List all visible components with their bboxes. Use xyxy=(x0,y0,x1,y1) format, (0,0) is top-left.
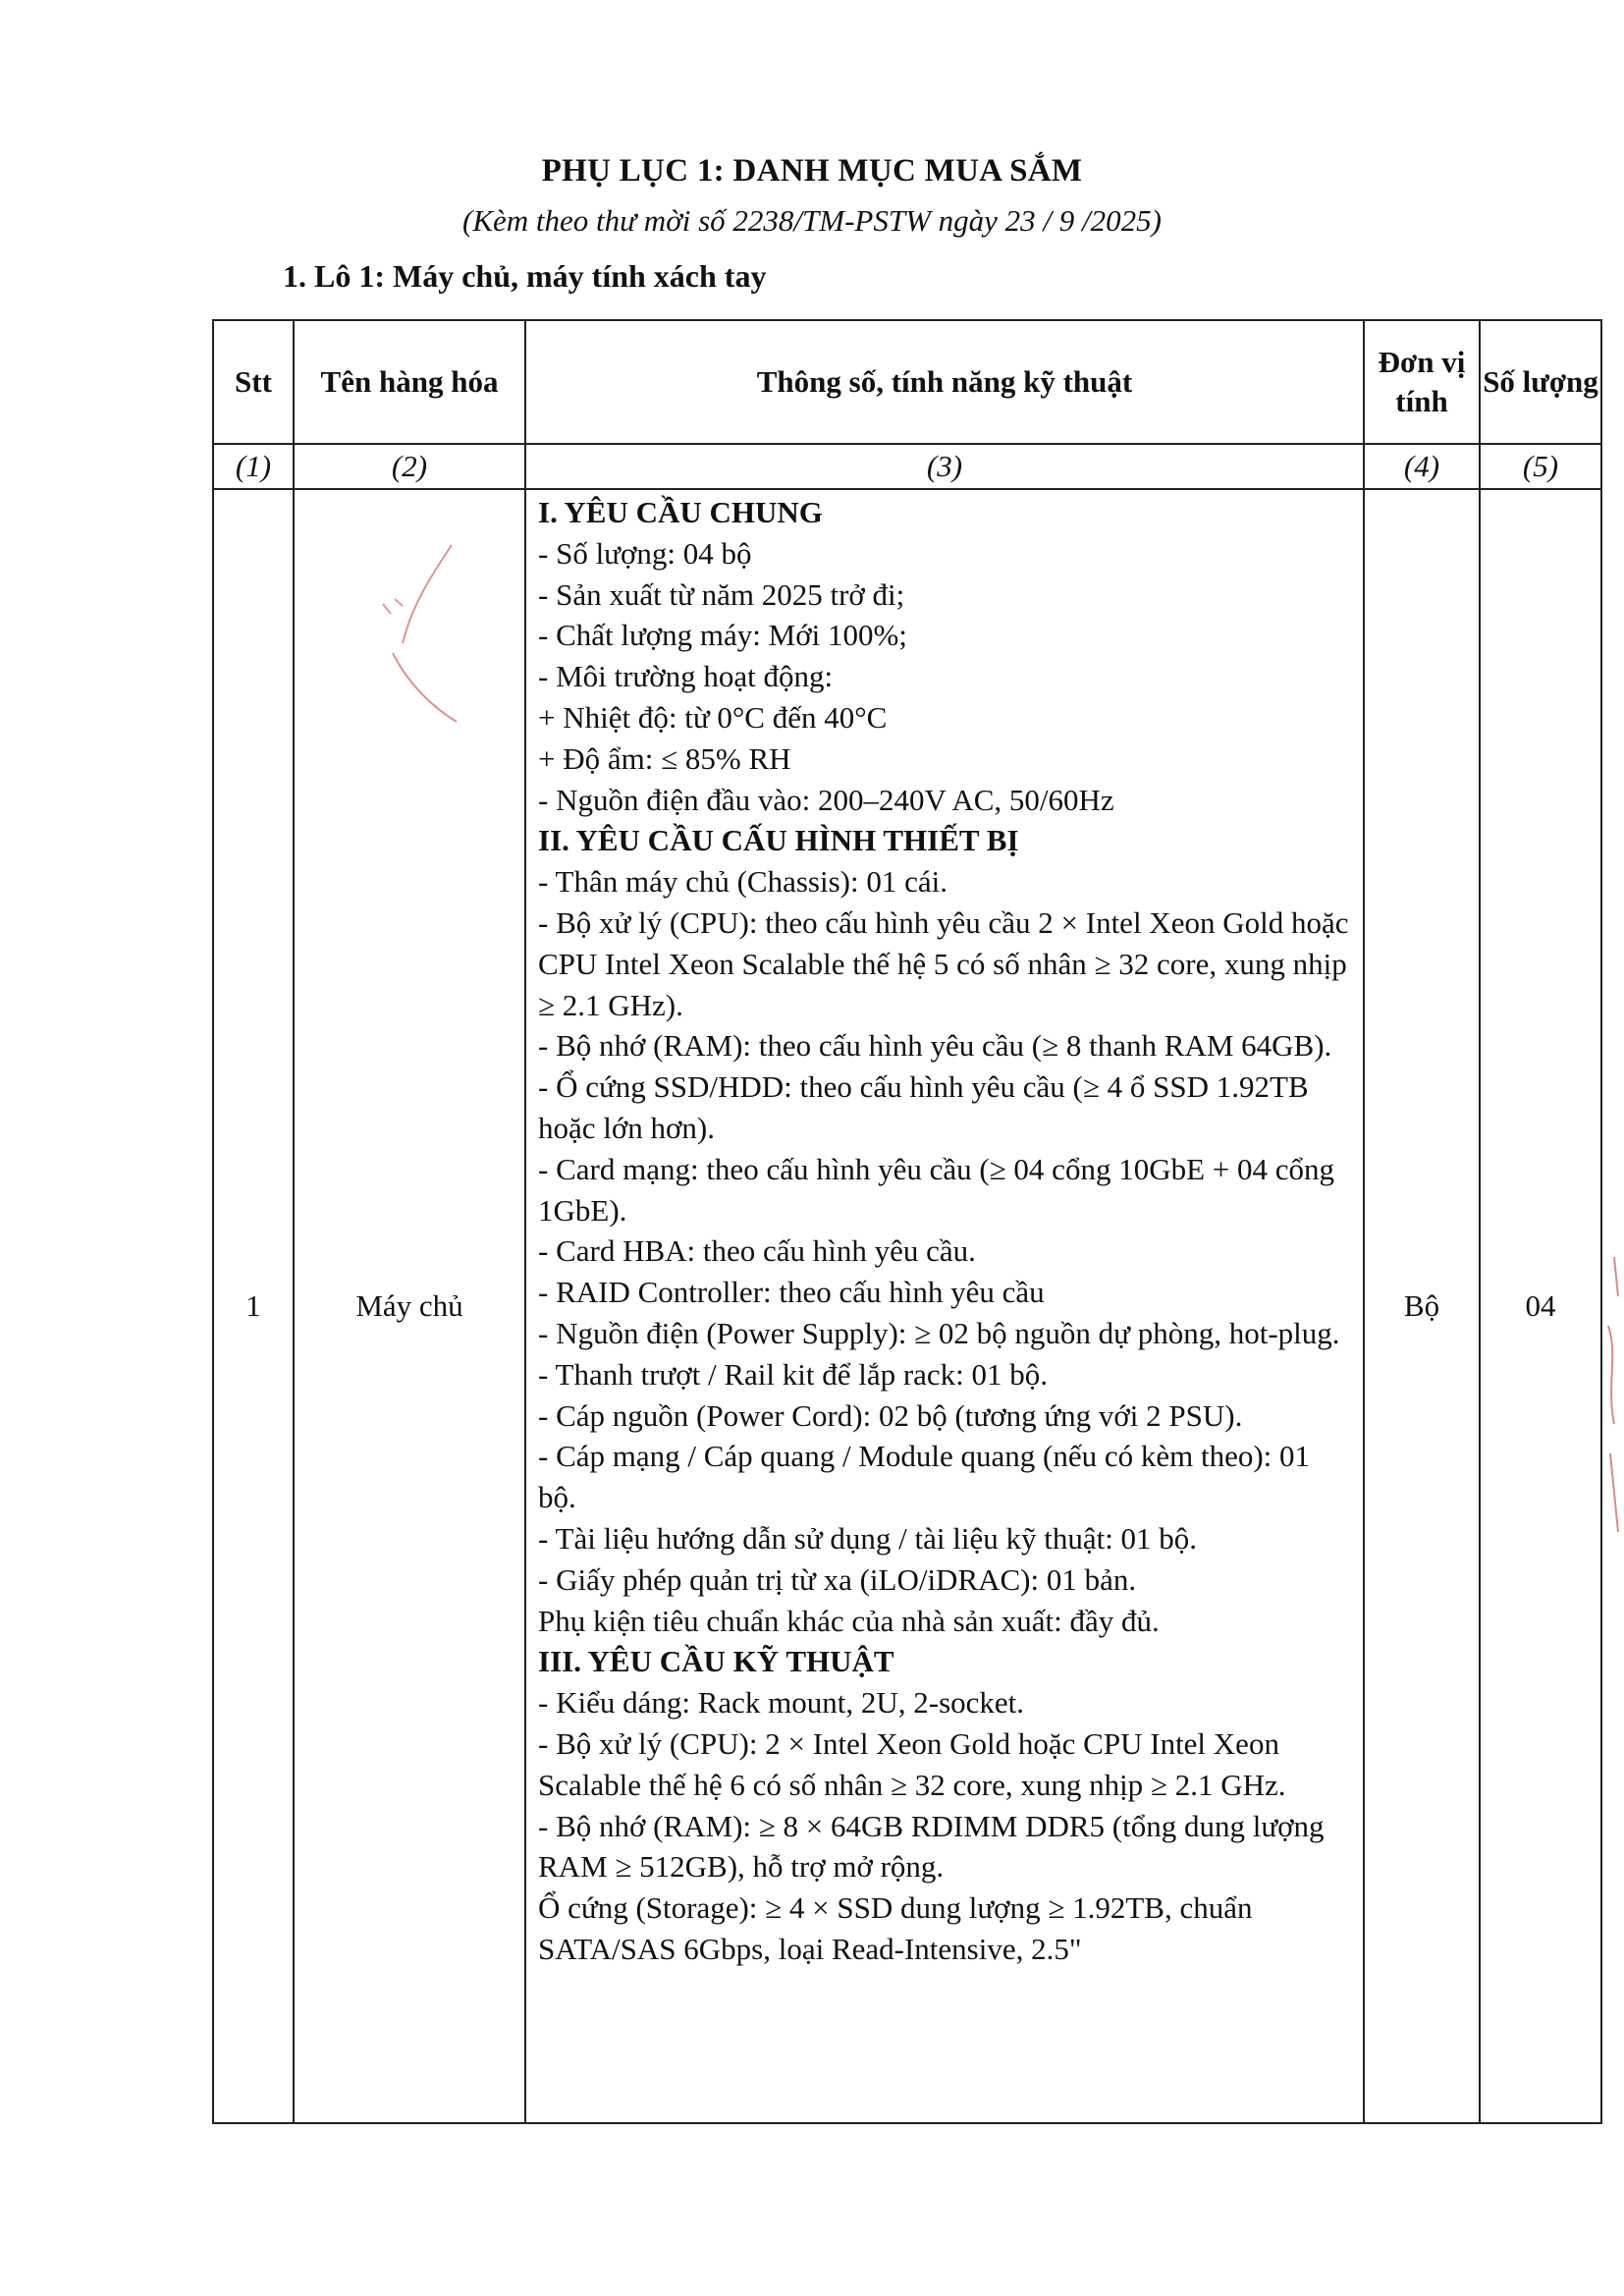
spec-line: - Sản xuất từ năm 2025 trở đi; xyxy=(538,576,905,612)
spec-line: - Số lượng: 04 bộ xyxy=(538,535,752,571)
header-row xyxy=(213,320,1601,444)
spec-line: Phụ kiện tiêu chuẩn khác của nhà sản xuất: đầy đủ. xyxy=(538,1603,1160,1638)
header-stt: Stt xyxy=(213,320,294,444)
spec-section-heading: III. YÊU CẦU KỸ THUẬT xyxy=(538,1644,894,1679)
stamp-edge-mark xyxy=(1600,1257,1624,1542)
column-number-row xyxy=(213,444,1601,489)
row-stt: 1 xyxy=(213,489,294,2123)
spec-line: - Thanh trượt / Rail kit để lắp rack: 01 bộ. xyxy=(538,1356,1049,1392)
spec-line: - Môi trường hoạt động: xyxy=(538,659,834,694)
spec-line: - Nguồn điện (Power Supply): ≥ 02 bộ nguồn dự phòng, hot-plug. xyxy=(538,1315,1340,1350)
spec-line: - Kiểu dáng: Rack mount, 2U, 2-socket. xyxy=(538,1685,1025,1721)
spec-line: - Ổ cứng SSD/HDD: theo cấu hình yêu cầu (≥ 4 ổ SSD 1.92TB hoặc lớn hơn). xyxy=(538,1069,1309,1145)
spec-line: - Bộ xử lý (CPU): theo cấu hình yêu cầu 2 × Intel Xeon Gold hoặc CPU Intel Xeon Scalable thế hệ 5 có số nhân ≥ 32 core, xung nhịp ≥ 2.1 GHz). xyxy=(538,904,1349,1022)
row-qty: 04 xyxy=(1480,489,1601,2123)
spec-line: - Card HBA: theo cấu hình yêu cầu. xyxy=(538,1233,976,1269)
spec-line: Ổ cứng (Storage): ≥ 4 × SSD dung lượng ≥ 1.92TB, chuẩn SATA/SAS 6Gbps, loại Read-Intensive, 2.5" xyxy=(538,1890,1253,1966)
spec-line: - Bộ xử lý (CPU): 2 × Intel Xeon Gold hoặc CPU Intel Xeon Scalable thế hệ 6 có số nhân ≥ 32 core, xung nhịp ≥ 2.1 GHz. xyxy=(538,1725,1286,1802)
row-unit: Bộ xyxy=(1364,489,1480,2123)
document-subtitle: (Kèm theo thư mời số 2238/TM-PSTW ngày 23 / 9 /2025) xyxy=(462,203,1162,238)
spec-section-heading: I. YÊU CẦU CHUNG xyxy=(538,495,823,529)
spec-line: - Nguồn điện đầu vào: 200–240V AC, 50/60Hz xyxy=(538,782,1114,817)
spec-line: - Cáp mạng / Cáp quang / Module quang (nếu có kèm theo): 01 bộ. xyxy=(538,1439,1311,1515)
spec-section-heading: II. YÊU CẦU CẤU HÌNH THIẾT BỊ xyxy=(538,823,1019,858)
spec-line: - RAID Controller: theo cấu hình yêu cầu xyxy=(538,1275,1045,1310)
header-unit: Đơn vị tính xyxy=(1364,320,1480,444)
spec-line: - Chất lượng máy: Mới 100%; xyxy=(538,618,907,653)
column-number: (1) xyxy=(213,444,294,489)
header-qty: Số lượng xyxy=(1480,320,1601,444)
spec-line: - Cáp nguồn (Power Cord): 02 bộ (tương ứng với 2 PSU). xyxy=(538,1397,1243,1433)
stamp-mark xyxy=(373,535,481,732)
spec-line: - Bộ nhớ (RAM): theo cấu hình yêu cầu (≥ 8 thanh RAM 64GB). xyxy=(538,1028,1332,1064)
spec-line: - Thân máy chủ (Chassis): 01 cái. xyxy=(538,864,947,900)
column-number: (3) xyxy=(525,444,1364,489)
column-number: (4) xyxy=(1364,444,1480,489)
document-title: PHỤ LỤC 1: DANH MỤC MUA SẮM xyxy=(541,153,1083,189)
spec-line: - Bộ nhớ (RAM): ≥ 8 × 64GB RDIMM DDR5 (tổng dung lượng RAM ≥ 512GB), hỗ trợ mở rộng. xyxy=(538,1808,1325,1885)
row-name: Máy chủ xyxy=(294,489,525,2123)
table-row xyxy=(213,489,1601,2123)
column-number: (5) xyxy=(1480,444,1601,489)
spec-line: - Tài liệu hướng dẫn sử dụng / tài liệu kỹ thuật: 01 bộ. xyxy=(538,1520,1198,1556)
spec-line: - Card mạng: theo cấu hình yêu cầu (≥ 04 cổng 10GbE + 04 cổng 1GbE). xyxy=(538,1151,1335,1228)
spec-line: + Độ ẩm: ≤ 85% RH xyxy=(538,740,791,776)
spec-line: + Nhiệt độ: từ 0°C đến 40°C xyxy=(538,699,888,735)
header-spec: Thông số, tính năng kỹ thuật xyxy=(525,320,1364,444)
column-number: (2) xyxy=(294,444,525,489)
spec-line: - Giấy phép quản trị từ xa (iLO/iDRAC): 01 bản. xyxy=(538,1561,1137,1597)
header-name: Tên hàng hóa xyxy=(294,320,525,444)
lot-heading: 1. Lô 1: Máy chủ, máy tính xách tay xyxy=(283,258,767,294)
spec-lines xyxy=(538,492,1353,1970)
row-spec xyxy=(525,489,1364,2123)
